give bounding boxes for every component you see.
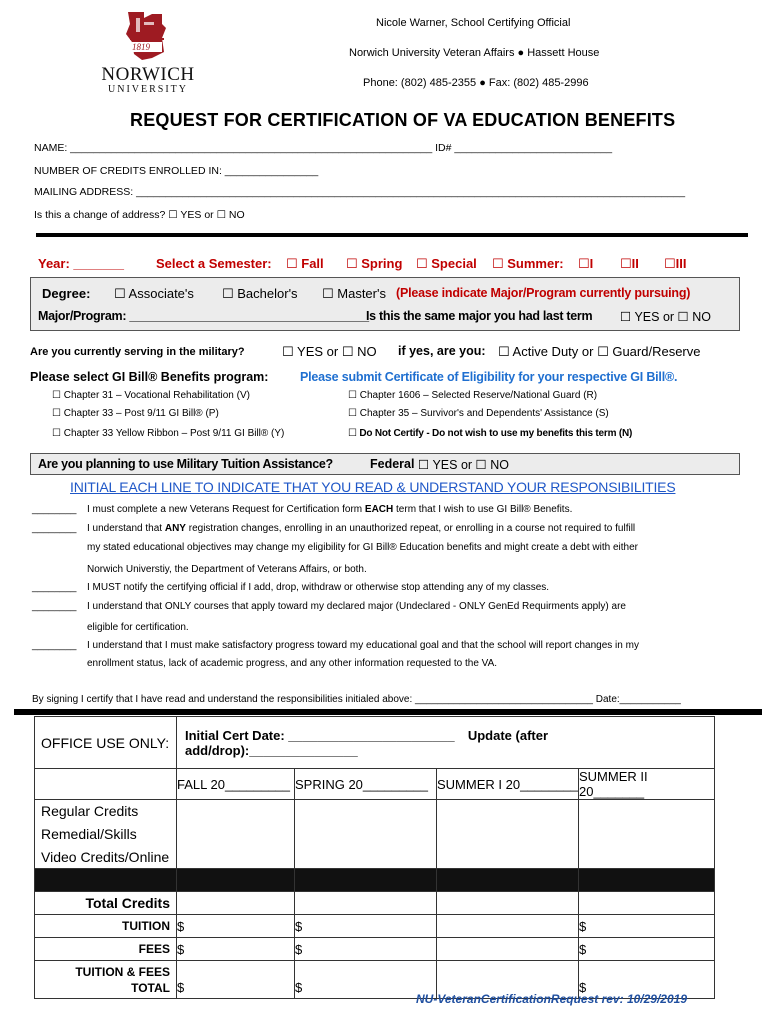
- fees-summer2-dollar: $: [579, 941, 587, 957]
- initial-blank-2[interactable]: ________: [32, 523, 77, 534]
- fees-summer2-cell[interactable]: [579, 938, 715, 961]
- year-field[interactable]: Year: _______: [38, 256, 125, 271]
- responsibility-1-text: I must complete a new Veterans Request for Certification form: [87, 504, 363, 515]
- chapter-33-checkbox[interactable]: ☐ Chapter 33 – Post 9/11 GI Bill® (P): [52, 408, 219, 419]
- remedial-label: [35, 823, 177, 846]
- regular-summer1-cell[interactable]: [437, 800, 579, 823]
- summer-session-2-checkbox[interactable]: ☐II: [620, 256, 639, 271]
- tuition-assistance-federal: Federal: [370, 457, 415, 471]
- form-title: REQUEST FOR CERTIFICATION OF VA EDUCATION BENEFITS: [130, 110, 676, 130]
- fall-header-text[interactable]: FALL 20_________: [177, 776, 291, 792]
- total-spring-cell[interactable]: [295, 892, 437, 915]
- office-use-heading-text: OFFICE USE ONLY:: [41, 734, 170, 751]
- address-change-question[interactable]: Is this a change of address? ☐ YES or ☐ NO: [34, 209, 245, 221]
- responsibility-1-tail: term that I wish to use GI Bill® Benefits.: [396, 504, 573, 515]
- spring-header-text[interactable]: SPRING 20_________: [295, 776, 428, 792]
- initial-heading: INITIAL EACH LINE TO INDICATE THAT YOU READ & UNDERSTAND YOUR RESPONSIBILITIES: [70, 479, 676, 495]
- responsibility-1-each: EACH: [364, 504, 394, 515]
- grand-summer2-dollar: $: [579, 980, 587, 995]
- responsibility-1: [87, 504, 572, 515]
- fees-spring-dollar: $: [295, 941, 303, 957]
- summer-session-3-checkbox[interactable]: ☐III: [664, 256, 687, 271]
- total-summer2-cell[interactable]: [579, 892, 715, 915]
- video-fall-cell[interactable]: [177, 846, 295, 869]
- tuition-fall-cell[interactable]: [177, 915, 295, 938]
- degree-note: (Please indicate Major/Program currently pursuing): [396, 286, 691, 300]
- responsibility-2-text: I understand that: [87, 523, 163, 534]
- same-major-question: Is this the same major you had last term: [366, 309, 593, 323]
- section-divider: [36, 233, 748, 237]
- semester-label: Select a Semester:: [156, 256, 272, 271]
- responsibility-3: I MUST notify the certifying official if I add, drop, withdraw or otherwise stop attending any of my classes.: [87, 582, 550, 593]
- fall-header: [177, 769, 295, 800]
- initial-blank-3[interactable]: ________: [32, 582, 77, 593]
- logo-name: NORWICH: [101, 64, 195, 85]
- video-credits-text: Video Credits/Online: [41, 848, 170, 865]
- semester-fall-checkbox[interactable]: ☐ Fall: [286, 256, 324, 271]
- remedial-summer2-cell[interactable]: [579, 823, 715, 846]
- semester-spring-checkbox[interactable]: ☐ Spring: [346, 256, 403, 271]
- dark-separator-1: [35, 869, 177, 892]
- military-ifyes-label: if yes, are you:: [398, 344, 486, 358]
- regular-summer2-cell[interactable]: [579, 800, 715, 823]
- do-not-certify-checkbox[interactable]: ☐ Do Not Certify - Do not wish to use my benefits this term (N): [348, 428, 633, 439]
- office-cert-dates: [177, 717, 715, 769]
- grand-spring-dollar: $: [295, 980, 303, 995]
- fees-spring-cell[interactable]: [295, 938, 437, 961]
- initial-blank-5[interactable]: ________: [32, 640, 77, 651]
- logo-subname: UNIVERSITY: [108, 84, 188, 95]
- degree-label: Degree:: [42, 286, 91, 301]
- total-credits-label: [35, 892, 177, 915]
- tuition-spring-cell[interactable]: [295, 915, 437, 938]
- responsibility-4-line-2: eligible for certification.: [87, 622, 189, 633]
- degree-associate-checkbox[interactable]: ☐ Associate's: [114, 286, 194, 301]
- dark-separator-3: [295, 869, 437, 892]
- name-id-field[interactable]: NAME: ______________________________________________________________ ID# ___________________________: [34, 142, 613, 154]
- summer2-header: [579, 769, 715, 800]
- semester-summer-checkbox[interactable]: ☐ Summer:: [492, 256, 564, 271]
- gi-bill-label: Please select GI Bill® Benefits program:: [30, 370, 269, 384]
- chapter-31-checkbox[interactable]: ☐ Chapter 31 – Vocational Rehabilitation (V): [52, 390, 250, 401]
- signature-line[interactable]: By signing I certify that I have read and understand the responsibilities initialed above: ________________________________ Date:___________: [32, 694, 681, 705]
- tuition-fall-dollar: $: [177, 918, 185, 934]
- initial-blank-4[interactable]: ________: [32, 601, 77, 612]
- tuition-fees-text: TUITION & FEES: [75, 964, 170, 979]
- remedial-fall-cell[interactable]: [177, 823, 295, 846]
- regular-credits-text: Regular Credits: [41, 803, 139, 820]
- dark-separator-5: [579, 869, 715, 892]
- total-fall-cell[interactable]: [177, 892, 295, 915]
- chapter-35-checkbox[interactable]: ☐ Chapter 35 – Survivor's and Dependents' Assistance (S): [348, 408, 609, 419]
- video-credits-label: [35, 846, 177, 869]
- fees-summer1-cell[interactable]: [437, 938, 579, 961]
- dark-separator-2: [177, 869, 295, 892]
- total-text: TOTAL: [131, 980, 170, 995]
- fees-fall-dollar: $: [177, 941, 185, 957]
- responsibility-5: I understand that I must make satisfactory progress toward my educational goal and that the school will report changes in my: [87, 640, 639, 651]
- norwich-crest-icon: [122, 8, 170, 62]
- initial-cert-date-field[interactable]: Initial Cert Date: _______________________: [185, 727, 455, 743]
- fees-text: FEES: [138, 942, 170, 956]
- update-date-field[interactable]: Update (after add/drop):_______________: [185, 727, 549, 758]
- tuition-label: [35, 915, 177, 938]
- responsibility-5-line-2: enrollment status, lack of academic progress, and any other information requested to the VA.: [87, 658, 498, 669]
- summer2-header-text[interactable]: SUMMER II 20_______: [579, 769, 648, 799]
- military-status-options[interactable]: ☐ Active Duty or ☐ Guard/Reserve: [498, 344, 701, 359]
- remedial-summer1-cell[interactable]: [437, 823, 579, 846]
- tuition-summer2-cell[interactable]: [579, 915, 715, 938]
- tuition-assistance-question: Are you planning to use Military Tuition Assistance?: [38, 457, 333, 471]
- responsibility-2-tail: registration changes, enrolling in an unauthorized repeat, or enrolling in a course not required to fulfill: [188, 523, 636, 534]
- responsibility-4: I understand that ONLY courses that apply toward my declared major (Undeclared - ONLY GenEd Requirments apply) are: [87, 601, 626, 612]
- tuition-assistance-options[interactable]: ☐ YES or ☐ NO: [418, 458, 509, 472]
- office-use-heading: [35, 717, 177, 769]
- contact-official: Nicole Warner, School Certifying Official: [376, 17, 571, 29]
- remedial-spring-cell[interactable]: [295, 823, 437, 846]
- degree-bachelor-checkbox[interactable]: ☐ Bachelor's: [222, 286, 298, 301]
- same-major-options[interactable]: ☐ YES or ☐ NO: [620, 310, 711, 324]
- tuition-summer2-dollar: $: [579, 918, 587, 934]
- video-summer1-cell[interactable]: [437, 846, 579, 869]
- video-spring-cell[interactable]: [295, 846, 437, 869]
- spring-header: [295, 769, 437, 800]
- norwich-logo: [96, 8, 200, 94]
- gi-bill-note: Please submit Certificate of Eligibility for your respective GI Bill®.: [300, 370, 678, 384]
- summer1-header-text[interactable]: SUMMER I 20________: [437, 776, 578, 792]
- contact-office: Norwich University Veteran Affairs ● Hassett House: [349, 47, 600, 59]
- remedial-text: Remedial/Skills: [41, 826, 137, 842]
- tuition-fees-total-label: [35, 961, 177, 999]
- degree-master-checkbox[interactable]: ☐ Master's: [322, 286, 386, 301]
- tuition-summer1-cell[interactable]: [437, 915, 579, 938]
- fees-fall-cell[interactable]: [177, 938, 295, 961]
- contact-phone: Phone: (802) 485-2355 ● Fax: (802) 485-2996: [363, 77, 589, 89]
- military-question: Are you currently serving in the military?: [30, 346, 245, 358]
- office-use-table: [34, 716, 715, 999]
- responsibility-2: [87, 523, 635, 534]
- credits-field[interactable]: NUMBER OF CREDITS ENROLLED IN: ________________: [34, 165, 319, 177]
- total-credits-text: Total Credits: [85, 895, 170, 911]
- semester-header-empty: [35, 769, 177, 800]
- initial-blank-1[interactable]: ________: [32, 504, 77, 515]
- chapter-33-yellow-ribbon-checkbox[interactable]: ☐ Chapter 33 Yellow Ribbon – Post 9/11 GI Bill® (Y): [52, 428, 285, 439]
- total-summer1-cell[interactable]: [437, 892, 579, 915]
- tuition-spring-dollar: $: [295, 918, 303, 934]
- video-summer2-cell[interactable]: [579, 846, 715, 869]
- responsibility-2-line-3: Norwich Universtiy, the Department of Veterans Affairs, or both.: [87, 564, 367, 575]
- tuition-text: TUITION: [122, 919, 170, 933]
- summer1-header: [437, 769, 579, 800]
- logo-year: 1819: [132, 42, 150, 52]
- regular-credits-label: [35, 800, 177, 823]
- form-revision: NU-VeteranCertificationRequest rev: 10/29/2019: [416, 992, 687, 1006]
- dark-separator-4: [437, 869, 579, 892]
- responsibility-2-any: ANY: [164, 523, 186, 534]
- regular-spring-cell[interactable]: [295, 800, 437, 823]
- fees-label: [35, 938, 177, 961]
- semester-special-checkbox[interactable]: ☐ Special: [416, 256, 477, 271]
- military-options[interactable]: ☐ YES or ☐ NO: [282, 344, 377, 359]
- responsibility-2-line-2: my stated educational objectives may change my eligibility for GI Bill® Education benefits and might create a debt with either: [87, 542, 638, 553]
- regular-fall-cell[interactable]: [177, 800, 295, 823]
- grand-fall-dollar: $: [177, 980, 185, 995]
- mailing-address-field[interactable]: MAILING ADDRESS: ______________________________________________________________________________________________: [34, 186, 686, 198]
- chapter-1606-checkbox[interactable]: ☐ Chapter 1606 – Selected Reserve/National Guard (R): [348, 390, 598, 401]
- grand-fall-cell[interactable]: [177, 961, 295, 999]
- office-divider: [14, 709, 762, 715]
- summer-session-1-checkbox[interactable]: ☐I: [578, 256, 594, 271]
- major-program-field[interactable]: Major/Program: ____________________________________: [38, 309, 369, 323]
